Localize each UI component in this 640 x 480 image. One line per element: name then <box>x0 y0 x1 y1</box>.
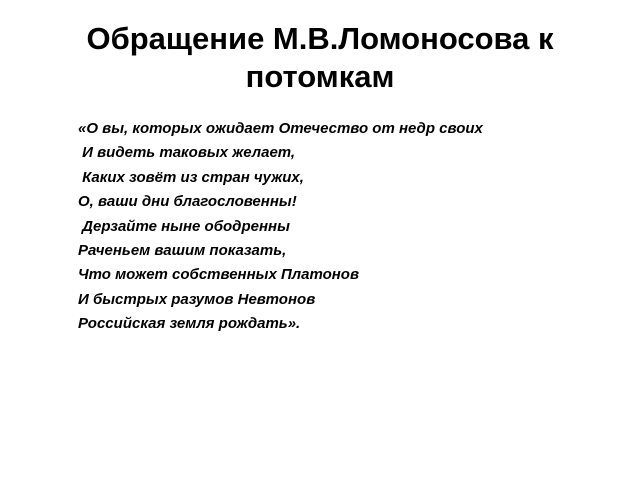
poem-line: Дерзайте ныне ободренны <box>78 217 290 235</box>
poem-line: Что может собственных Платонов <box>78 266 360 284</box>
poem-line: «О вы, которых ожидает Отечество от недр своих <box>78 120 483 137</box>
poem-line: Раченьем вашим показать, <box>78 241 287 259</box>
poem-text <box>78 117 618 337</box>
poem-line: И видеть таковых желает, <box>78 144 296 162</box>
poem-line: И быстрых разумов Невтонов <box>78 290 316 308</box>
poem-line: О, ваши дни благословенны! <box>78 193 297 211</box>
poem-line: Российская земля рождать». <box>78 315 301 333</box>
slide-title: Обращение М.В.Ломоносова к потомкам <box>86 21 554 94</box>
poem-line: Каких зовёт из стран чужих, <box>78 168 304 186</box>
